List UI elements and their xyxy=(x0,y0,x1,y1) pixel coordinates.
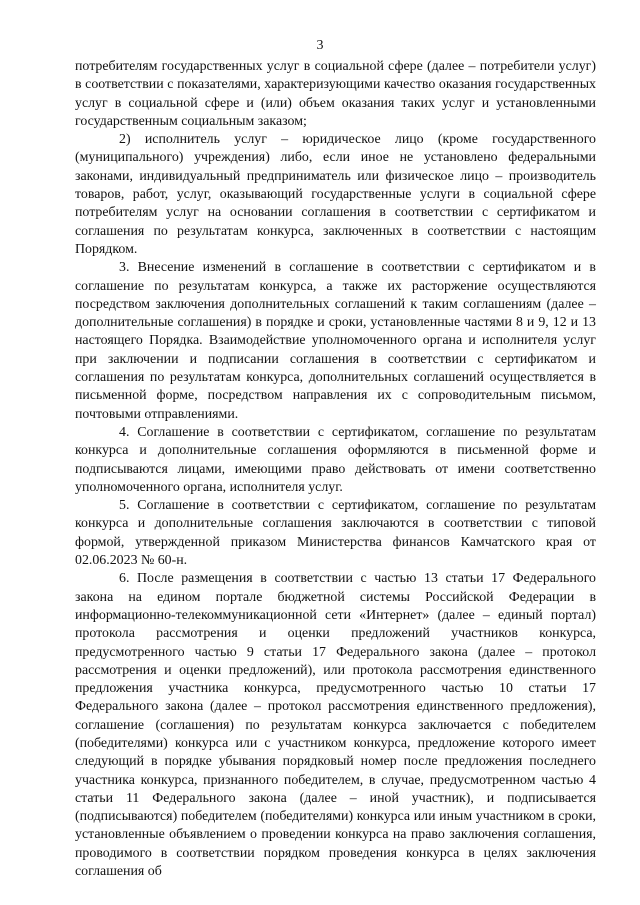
paragraph-continuation: потребителям государственных услуг в социальной сфере (далее – потребители услуг) в соответствии с показателями, характеризующими качество оказания государственных услуг в социальной сфере и (или) объем оказания таких услуг и установленными государственным социальным заказом; xyxy=(75,59,596,129)
page-number: 3 xyxy=(316,38,324,53)
paragraph-item-5: 5. Соглашение в соответствии с сертификатом, соглашение по результатам конкурса и дополнительные соглашения заключаются в соответствии с типовой формой, утвержденной приказом Министерства финансов Камчатского края от 02.06.2023 № 60-н. xyxy=(75,498,596,569)
paragraph-item-6: 6. После размещения в соответствии с частью 13 статьи 17 Федерального закона на едином портале бюджетной системы Российской Федерации в информационно-телекоммуникационной сети «Интернет» (далее – единый портал) протокола рассмотрения и оценки предложений участников конкурса, предусмотренного частью 9 статьи 17 Федерального закона (далее – протокол рассмотрения и оценки предложений), или протокола рассмотрения единственного предложения участника конкурса, предусмотренного частью 10 статьи 17 Федерального закона (далее – протокол рассмотрения единственного предложения), соглашение (соглашения) по результатам конкурса заключается с победителем (победителями) конкурса или с участником конкурса, предложение которого имеет следующий в порядке убывания порядковый номер после предложения последнего участника конкурса, признанного победителем, в случае, предусмотренном частью 4 статьи 11 Федерального закона (далее – иной участник), и подписывается (подписываются) победителем (победителями) конкурса или иным участником в сроки, установленные объявлением о проведении конкурса на право заключения соглашения, проводимого в соответствии порядком проведения конкурса в целях заключения соглашения об xyxy=(75,571,596,880)
paragraph-item-4: 4. Соглашение в соответствии с сертификатом, соглашение по результатам конкурса и дополнительные соглашения оформляются в письменной форме и подписываются лицами, имеющими право действовать от имени соответственно уполномоченного органа, исполнителя услуг. xyxy=(75,424,596,495)
paragraph-item-2: 2) исполнитель услуг – юридическое лицо (кроме государственного (муниципального) учреждения) либо, если иное не установлено федеральными законами, индивидуальный предприниматель или физическое лицо – производитель товаров, работ, услуг, оказывающий государственные услуги в социальной сфере потребителям услуг на основании соглашения в соответствии с сертификатом и соглашения по результатам конкурса, заключенных в соответствии с настоящим Порядком. xyxy=(75,132,596,257)
document-body xyxy=(75,58,596,881)
paragraph-item-3: 3. Внесение изменений в соглашение в соответствии с сертификатом и в соглашение по результатам конкурса, а также их расторжение осуществляются посредством заключения дополнительных соглашений к таким соглашениям (далее – дополнительные соглашения) в порядке и сроки, установленные частями 8 и 9, 12 и 13 настоящего Порядка. Взаимодействие уполномоченного органа и исполнителя услуг при заключении и подписании соглашения в соответствии с сертификатом и соглашения по результатам конкурса, дополнительных соглашений осуществляется в письменной форме, посредством направления их с сопроводительным письмом, почтовыми отправлениями. xyxy=(75,260,596,422)
